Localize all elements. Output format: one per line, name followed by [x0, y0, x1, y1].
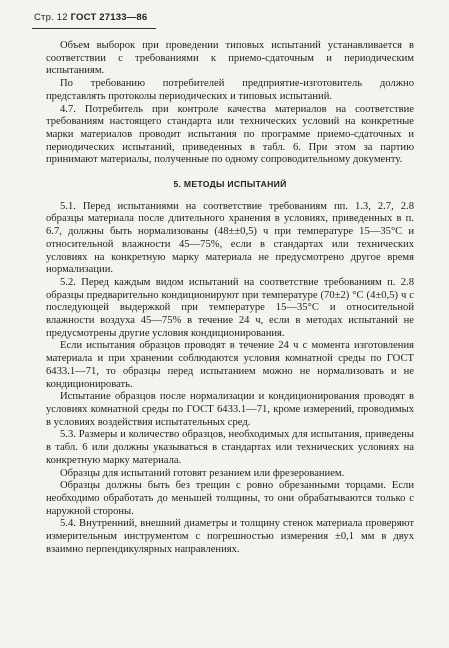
- section-heading: 5. МЕТОДЫ ИСПЫТАНИЙ: [173, 179, 287, 190]
- paragraph: 5.4. Внутренний, внешний диаметры и толщину стенок материала проверяют измерительным инструментом с погрешностью измерения ±0,1 мм в двух взаимно перпендикулярных направлениях.: [46, 518, 414, 555]
- paragraph: Образцы для испытаний готовят резанием или фрезерованием.: [60, 467, 345, 479]
- paragraph: 5.1. Перед испытаниями на соответствие требованиям пп. 1.3, 2.7, 2.8 образцы материала после длительного хранения в условиях, приведенных в п. 6.7, должны быть нормализованы (48±±0,5) ч при температуре 15—35°С и относительной влажности 45—75%, если в стандартах или технических условиях на конкретную марку материала не предусмотрено другое время нормализации.: [46, 200, 414, 276]
- paragraph: Испытание образцов после нормализации и кондиционирования проводят в условиях комнатной среды по ГОСТ 6433.1—71, кроме измерений, проводимых в условиях воздействия испытательных сред.: [46, 391, 414, 428]
- document-body: [46, 40, 414, 556]
- page-header: [34, 12, 147, 23]
- header-rule: [32, 28, 156, 29]
- page-number: Стр. 12: [34, 12, 68, 23]
- standard-code: ГОСТ 27133—86: [70, 12, 148, 23]
- paragraph: 5.3. Размеры и количество образцов, необходимых для испытания, приведены в табл. 6 или должны указываться в стандартах или технических условиях на конкретную марку материала.: [46, 429, 414, 466]
- paragraph: Образцы должны быть без трещин с ровно обрезанными торцами. Если необходимо обработать до меньшей толщины, то они обрабатываются только с наружной стороны.: [46, 480, 414, 517]
- paragraph: Объем выборок при проведении типовых испытаний устанавливается в соответствии с требованиями к приемо-сдаточным и периодическим испытаниям.: [46, 40, 414, 77]
- paragraph: Если испытания образцов проводят в течение 24 ч с момента изготовления материала и при хранении соблюдаются условия комнатной среды по ГОСТ 6433.1—71, то образцы перед испытанием можно не нормализовать и не кондиционировать.: [46, 340, 414, 390]
- paragraph: По требованию потребителей предприятие-изготовитель должно представлять протоколы периодических и типовых испытаний.: [46, 78, 414, 102]
- paragraph: 4.7. Потребитель при контроле качества материалов на соответствие требованиям настоящего стандарта или технических условий на конкретные марки материалов проводит испытания по программе приемо-сдаточных и периодических испытаний, приведенных в табл. 6. При этом за партию принимают материалы, полученные по одному сопроводительному документу.: [46, 103, 414, 166]
- paragraph: 5.2. Перед каждым видом испытаний на соответствие требованиям п. 2.8 образцы предварительно кондиционируют при температуре (70±2) °С (4±0,5) ч с последующей выдержкой при температуре 15—35°С и относительной влажности воздуха 45—75% в течение 24 ч, если в методах испытаний не предусмотрены другие условия кондиционирования.: [46, 276, 414, 339]
